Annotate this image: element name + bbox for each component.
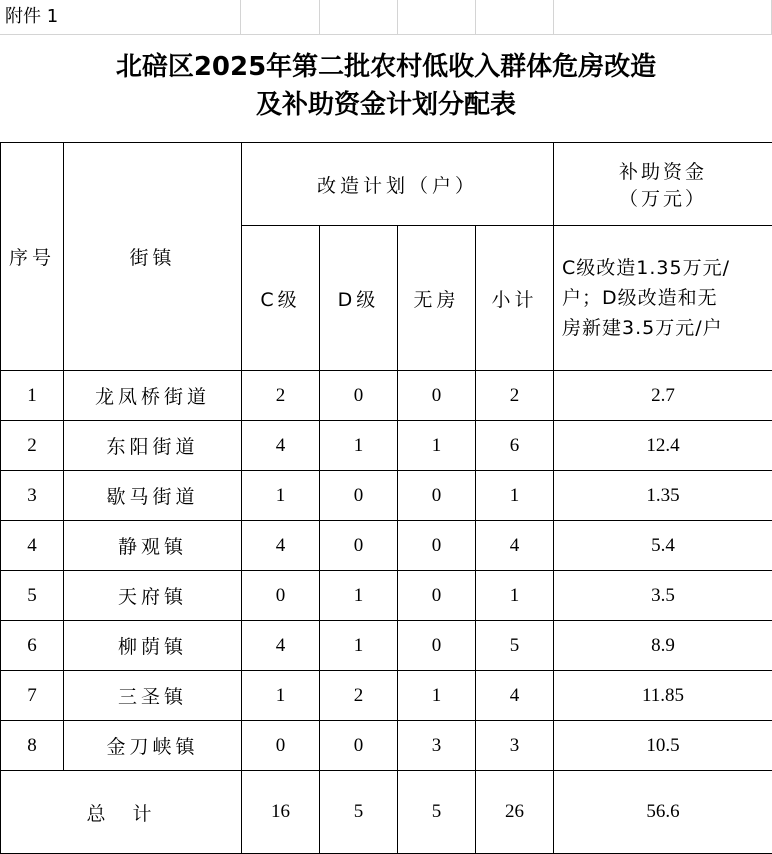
row-no-house: 0	[398, 521, 476, 571]
row-d-level: 1	[320, 421, 398, 471]
header-plan-group: 改造计划（户）	[242, 143, 554, 226]
row-c-level: 0	[242, 571, 320, 621]
total-subtotal: 26	[476, 771, 554, 854]
row-subtotal: 6	[476, 421, 554, 471]
row-d-level: 0	[320, 371, 398, 421]
row-fund: 10.5	[554, 721, 772, 771]
table-row	[1, 521, 772, 571]
header-fund-group	[554, 143, 772, 226]
row-d-level: 0	[320, 721, 398, 771]
row-d-level: 1	[320, 621, 398, 671]
row-d-level: 2	[320, 671, 398, 721]
page-title	[0, 48, 772, 124]
row-d-level: 0	[320, 521, 398, 571]
row-index: 5	[1, 571, 64, 621]
fund-group-line2: （万元）	[619, 188, 708, 210]
row-fund: 12.4	[554, 421, 772, 471]
row-no-house: 0	[398, 621, 476, 671]
fund-note-line1: C级改造1.35万元/	[562, 257, 730, 279]
header-fund-note	[554, 226, 772, 371]
row-d-level: 0	[320, 471, 398, 521]
row-street: 金刀峡镇	[64, 721, 242, 771]
total-label: 总 计	[1, 771, 242, 854]
row-index: 2	[1, 421, 64, 471]
total-d: 5	[320, 771, 398, 854]
table-row	[1, 471, 772, 521]
row-c-level: 4	[242, 521, 320, 571]
row-subtotal: 3	[476, 721, 554, 771]
row-subtotal: 1	[476, 471, 554, 521]
row-c-level: 4	[242, 421, 320, 471]
row-subtotal: 4	[476, 521, 554, 571]
table-row	[1, 371, 772, 421]
table-row	[1, 721, 772, 771]
header-c-level: C级	[242, 226, 320, 371]
row-no-house: 1	[398, 421, 476, 471]
row-no-house: 3	[398, 721, 476, 771]
row-subtotal: 2	[476, 371, 554, 421]
row-d-level: 1	[320, 571, 398, 621]
row-c-level: 4	[242, 621, 320, 671]
row-street: 三圣镇	[64, 671, 242, 721]
table-row	[1, 671, 772, 721]
spreadsheet-grid	[0, 0, 772, 35]
title-line-1: 北碚区2025年第二批农村低收入群体危房改造	[115, 52, 657, 82]
row-index: 3	[1, 471, 64, 521]
row-subtotal: 5	[476, 621, 554, 671]
attachment-label: 附件 1	[5, 6, 59, 27]
row-fund: 11.85	[554, 671, 772, 721]
row-c-level: 1	[242, 671, 320, 721]
row-no-house: 0	[398, 471, 476, 521]
total-c: 16	[242, 771, 320, 854]
table-row	[1, 421, 772, 471]
table-row	[1, 621, 772, 671]
fund-note-line3: 房新建3.5万元/户	[562, 317, 723, 339]
row-street: 天府镇	[64, 571, 242, 621]
header-street: 街镇	[64, 143, 242, 371]
row-no-house: 1	[398, 671, 476, 721]
row-index: 7	[1, 671, 64, 721]
header-d-level: D级	[320, 226, 398, 371]
total-fund: 56.6	[554, 771, 772, 854]
fund-group-line1: 补助资金	[619, 161, 708, 183]
row-street: 东阳街道	[64, 421, 242, 471]
row-subtotal: 1	[476, 571, 554, 621]
row-index: 6	[1, 621, 64, 671]
header-index: 序号	[1, 143, 64, 371]
row-fund: 2.7	[554, 371, 772, 421]
row-c-level: 2	[242, 371, 320, 421]
row-subtotal: 4	[476, 671, 554, 721]
header-subtotal: 小计	[476, 226, 554, 371]
row-index: 1	[1, 371, 64, 421]
row-fund: 8.9	[554, 621, 772, 671]
row-street: 龙凤桥街道	[64, 371, 242, 421]
row-index: 8	[1, 721, 64, 771]
row-fund: 3.5	[554, 571, 772, 621]
header-no-house: 无房	[398, 226, 476, 371]
row-c-level: 1	[242, 471, 320, 521]
row-fund: 5.4	[554, 521, 772, 571]
header-row-1	[1, 143, 772, 226]
row-no-house: 0	[398, 371, 476, 421]
total-row	[1, 771, 772, 854]
row-fund: 1.35	[554, 471, 772, 521]
table-row	[1, 571, 772, 621]
fund-note-line2: 户；D级改造和无	[562, 287, 718, 309]
row-street: 柳荫镇	[64, 621, 242, 671]
row-street: 歇马街道	[64, 471, 242, 521]
total-none: 5	[398, 771, 476, 854]
row-street: 静观镇	[64, 521, 242, 571]
row-index: 4	[1, 521, 64, 571]
allocation-table	[0, 142, 772, 854]
row-c-level: 0	[242, 721, 320, 771]
row-no-house: 0	[398, 571, 476, 621]
title-line-2: 及补助资金计划分配表	[255, 90, 516, 120]
